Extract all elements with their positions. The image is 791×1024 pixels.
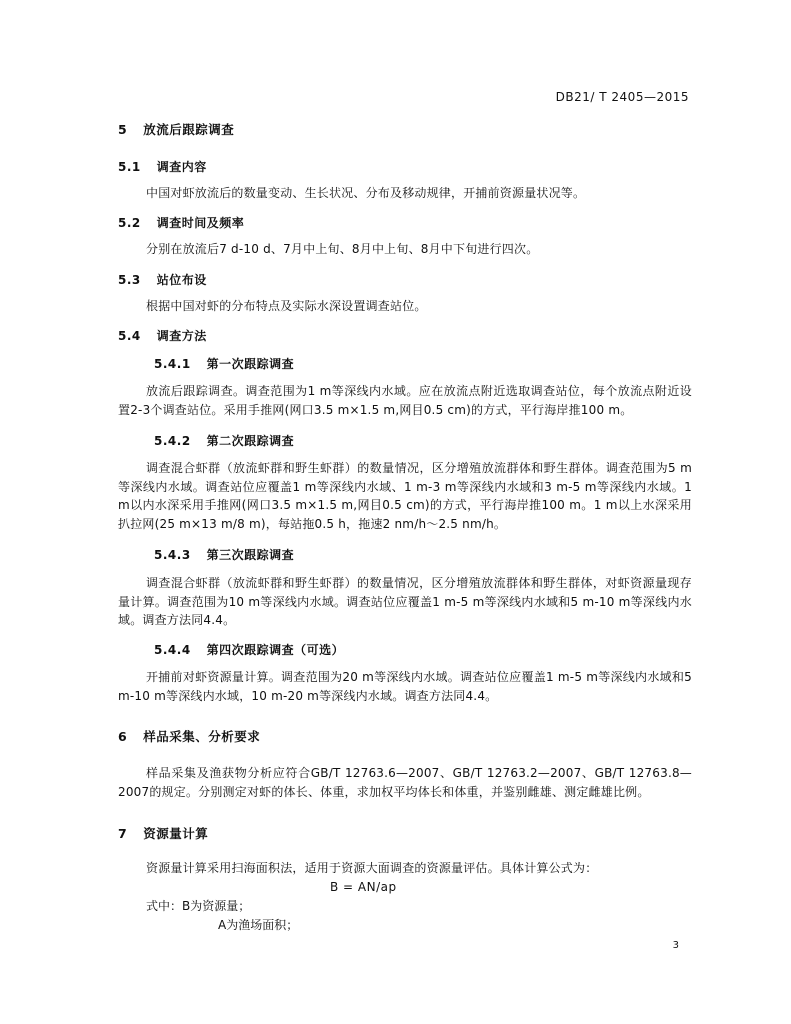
section-number: 5.4.4: [154, 643, 191, 657]
section-5-heading: [118, 120, 234, 138]
section-5-4-1-heading: [154, 355, 294, 372]
section-title: 第二次跟踪调查: [206, 434, 295, 448]
section-6-heading: [118, 727, 260, 745]
formula: B = AN/ap: [330, 880, 397, 894]
section-5-4-heading: [118, 327, 207, 344]
section-5-2-heading: [118, 214, 244, 231]
section-title: 第一次跟踪调查: [206, 357, 295, 371]
section-title: 第三次跟踪调查: [206, 548, 295, 562]
section-5-4-1-text: 放流后跟踪调查。调查范围为1 m等深线内水域。应在放流点附近选取调查站位，每个放流点附近设置2-3个调查站位。采用手推网(网口3.5 m×1.5 m,网目0.5 cm)的方式，平行海岸推100 m。: [118, 384, 692, 417]
section-number: 5.3: [118, 273, 141, 287]
section-number: 5.2: [118, 216, 141, 230]
section-title: 放流后跟踪调查: [143, 122, 235, 137]
section-title: 调查内容: [156, 160, 207, 174]
section-title: 资源量计算: [143, 826, 209, 841]
section-5-4-4-text: 开捕前对虾资源量计算。调查范围为20 m等深线内水域。调查站位应覆盖1 m-5 m等深线内水域和5 m-10 m等深线内水域，10 m-20 m等深线内水域。调查方法同4.4。: [118, 670, 692, 703]
standard-code: DB21/ T 2405—2015: [555, 90, 689, 104]
section-number: 5.4.3: [154, 548, 191, 562]
page-number: 3: [672, 940, 679, 951]
section-5-2-text: 分别在放流后7 d-10 d、7月中上旬、8月中上旬、8月中下旬进行四次。: [146, 242, 539, 256]
section-number: 7: [118, 826, 128, 841]
section-5-4-3-heading: [154, 546, 294, 563]
section-number: 5.4: [118, 329, 141, 343]
section-5-3-heading: [118, 271, 207, 288]
section-number: 6: [118, 729, 128, 744]
formula-variable-a: A为渔场面积；: [218, 918, 299, 932]
section-6-text: 样品采集及渔获物分析应符合GB/T 12763.6—2007、GB/T 12763.2—2007、GB/T 12763.8—2007的规定。分别测定对虾的体长、体重，求加权平均体长和体重，并鉴别雌雄、测定雌雄比例。: [118, 766, 692, 799]
section-title: 调查时间及频率: [156, 216, 245, 230]
section-5-4-2-heading: [154, 432, 294, 449]
section-title: 调查方法: [156, 329, 207, 343]
section-title: 站位布设: [156, 273, 207, 287]
section-5-3-text: 根据中国对虾的分布特点及实际水深设置调查站位。: [146, 299, 427, 313]
section-5-4-2-text: 调查混合虾群（放流虾群和野生虾群）的数量情况，区分增殖放流群体和野生群体。调查范围为5 m等深线内水域。调查站位应覆盖1 m等深线内水域、1 m-3 m等深线内水域和3 m-5 m等深线内水域。1 m以内水深采用手推网(网口3.5 m×1.5 m,网目0.5 cm)的方式，平行海岸推100 m。1 m以上水深采用扒拉网(25 m×13 m/8 m)，每站拖0.5 h，拖速2 nm/h～2.5 nm/h。: [118, 461, 692, 531]
section-title: 样品采集、分析要求: [143, 729, 261, 744]
section-number: 5.1: [118, 160, 141, 174]
formula-where-line: 式中：B为资源量；: [146, 899, 251, 913]
section-title: 第四次跟踪调查（可选）: [206, 643, 345, 657]
section-number: 5.4.1: [154, 357, 191, 371]
section-number: 5.4.2: [154, 434, 191, 448]
section-5-4-3-text: 调查混合虾群（放流虾群和野生虾群）的数量情况，区分增殖放流群体和野生群体，对虾资源量现存量计算。调查范围为10 m等深线内水域。调查站位应覆盖1 m-5 m等深线内水域和5 m-10 m等深线内水域。调查方法同4.4。: [118, 576, 692, 628]
section-5-1-text: 中国对虾放流后的数量变动、生长状况、分布及移动规律，开捕前资源量状况等。: [146, 186, 586, 200]
section-7-text: 资源量计算采用扫海面积法，适用于资源大面调查的资源量评估。具体计算公式为：: [146, 861, 598, 875]
section-7-heading: [118, 824, 208, 842]
section-number: 5: [118, 122, 128, 137]
section-5-4-4-heading: [154, 641, 344, 658]
section-5-1-heading: [118, 158, 207, 175]
